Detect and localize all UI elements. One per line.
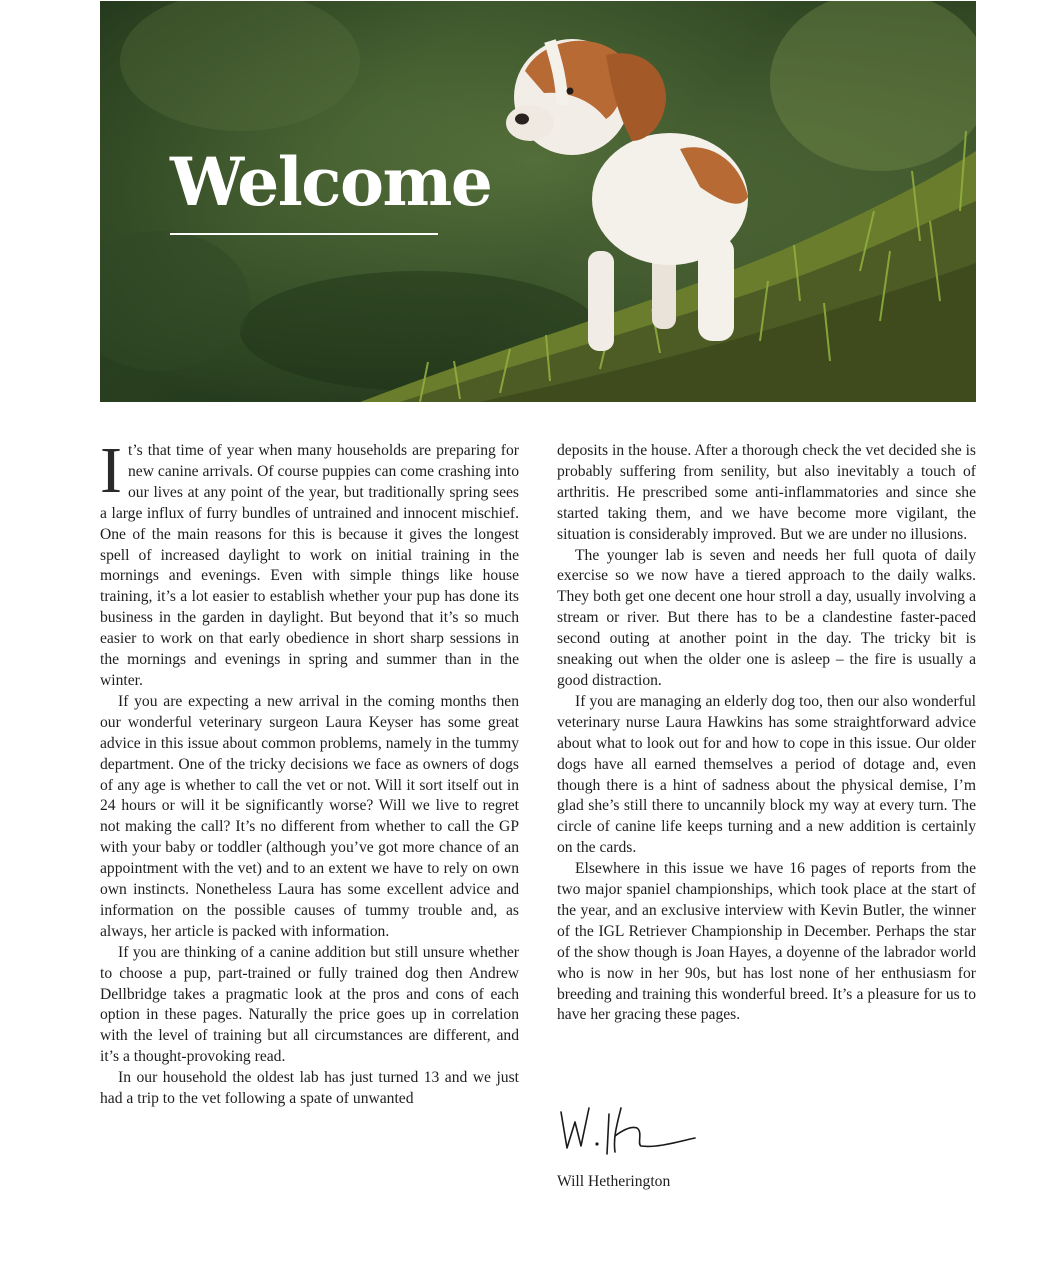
article-column-right — [557, 441, 976, 1026]
paragraph-text: t’s that time of year when many households are preparing for new canine arrivals. Of course puppies can come crashing into our lives at any point of the year, but traditionally spring sees a large influx of furry bundles of untrained and innocent mischief. One of the main reasons for this is because it gives the longest spell of increased daylight to work on initial training in the mornings and evenings. Even with simple things like house training, it’s a lot easier to establish whether your pup has done its business in the garden in daylight. But beyond that it’s so much easier to work on that early obedience in short sharp sessions in the mornings and evenings in spring and summer than in the winter. — [100, 442, 519, 689]
signature — [557, 1100, 707, 1165]
article-paragraph: If you are managing an elderly dog too, then our also wonderful veterinary nurse Laura Hawkins has some straightforward advice about what to look out for and how to cope in this issue. Our older dogs have all earned themselves a period of dotage and, even though there is a hint of sadness about the physical demise, I’m glad she’s still there to uncannily block my way at every turn. The circle of canine life keeps turning and a new addition is certainly on the cards. — [557, 692, 976, 857]
hero-image — [100, 1, 976, 402]
article-paragraph — [100, 434, 519, 692]
article-paragraph: In our household the oldest lab has just turned 13 and we just had a trip to the vet following a spate of unwanted — [100, 1069, 519, 1108]
drop-cap: I — [100, 434, 122, 507]
page-title: Welcome — [170, 143, 492, 221]
title-underline — [170, 233, 438, 235]
article-paragraph: Elsewhere in this issue we have 16 pages of reports from the two major spaniel championships, which took place at the start of the year, and an exclusive interview with Kevin Butler, the winner of the IGL Retriever Championship in December. Perhaps the star of the show though is Joan Hayes, a doyenne of the labrador world who is now in her 90s, but has lost none of her enthusiasm for breeding and training this wonderful breed. It’s a pleasure for us to have her gracing these pages. — [557, 860, 976, 1024]
article-paragraph: The younger lab is seven and needs her full quota of daily exercise so we now have a tiered approach to the daily walks. They both get one decent one hour stroll a day, usually involving a stream or river. But there has to be a clandestine faster-paced second outing at another point in the day. The tricky bit is sneaking out when the older one is asleep – the fire is usually a good distraction. — [557, 546, 976, 689]
article-paragraph: If you are expecting a new arrival in the coming months then our wonderful veterinary surgeon Laura Keyser has some great advice in this issue about common problems, namely in the tummy department. One of the tricky decisions we face as owners of dogs of any age is whether to call the vet or not. Will it sort itself out in 24 hours or will it be significantly worse? Will we live to regret not making the call? It’s no different from whether to call the GP with your baby or toddler (although you’ve got more chance of an appointment with the vet) and to an extent we have to rely on own own instincts. Nonetheless Laura has some excellent advice and information on the possible causes of tummy trouble and, as always, her article is packed with information. — [100, 692, 519, 940]
author-name: Will Hetherington — [557, 1173, 671, 1190]
article-paragraph: deposits in the house. After a thorough check the vet decided she is probably suffering from senility, but also inevitably a touch of arthritis. He prescribed some anti-inflammatories and since she started taking them, and we have become more vigilant, the situation is considerably improved. But we are under no illusions. — [557, 442, 976, 543]
article-column-left — [100, 434, 519, 1110]
article-paragraph: If you are thinking of a canine addition but still unsure whether to choose a pup, part-trained or fully trained dog then Andrew Dellbridge takes a pragmatic look at the pros and cons of each option in these pages. Naturally the price goes up in correlation with the level of training but all circumstances are different, and it’s a thought-provoking read. — [100, 943, 519, 1066]
